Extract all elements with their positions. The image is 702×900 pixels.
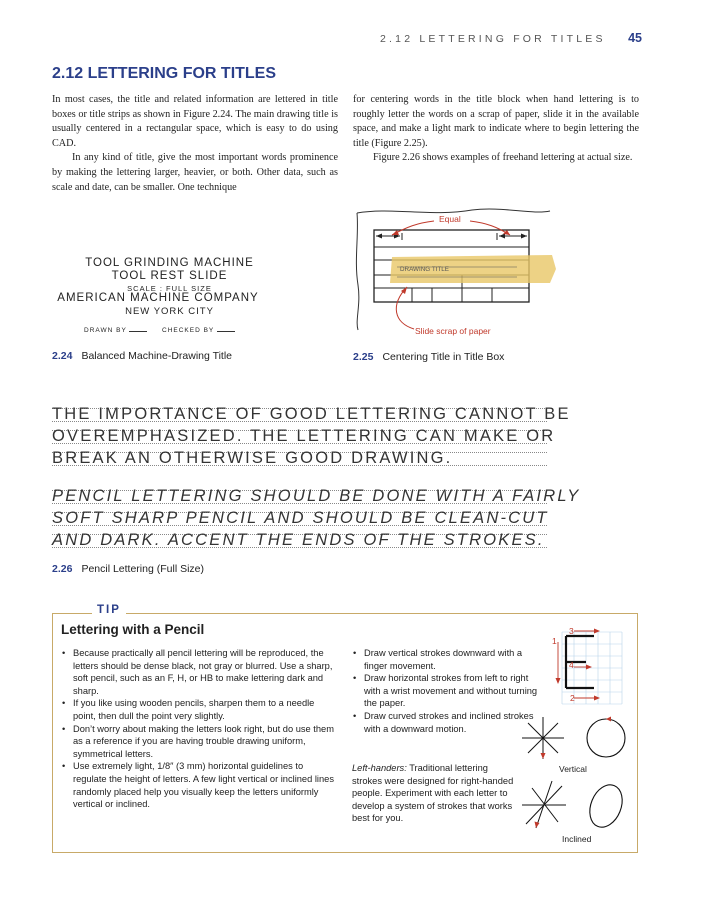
list-item: • Draw horizontal strokes from left to right with a wrist movement and without turning the paper. [352, 672, 542, 710]
caption-2-24 [52, 350, 232, 362]
figure-2-25 [352, 205, 557, 340]
title-line: TOOL REST SLIDE [111, 270, 228, 282]
lettering-line [52, 449, 452, 469]
running-head-title: 2.12 LETTERING FOR TITLES [380, 33, 606, 45]
torn-edge [356, 213, 358, 330]
caption-text: Pencil Lettering (Full Size) [81, 563, 204, 575]
vertical-strokes-diagram [518, 714, 638, 764]
list-item: • If you like using wooden pencils, sharpen them to a needle point, then dull the point very slightly. [61, 697, 339, 722]
lettering-line [52, 405, 571, 425]
lettering-text: BREAK AN OTHERWISE GOOD DRAWING. [52, 449, 453, 467]
title-line: AMERICAN MACHINE COMPANY [57, 292, 259, 304]
stroke-number: 4 [569, 660, 574, 670]
lettering-line [52, 531, 545, 551]
section-title: 2.12 LETTERING FOR TITLES [52, 65, 277, 82]
caption-text: Balanced Machine-Drawing Title [81, 350, 233, 362]
tip-list-left [61, 647, 339, 811]
list-item: • Because practically all pencil lettering will be reproduced, the letters should be dense black, not gray or blurred. Use a sharp, soft pencil, such as an F, H, or HB to make lettering dark and sharp. [61, 647, 339, 697]
caption-2-26 [52, 563, 204, 575]
caption-number: 2.26 [52, 563, 73, 575]
caption-number: 2.24 [52, 350, 73, 362]
equal-label: Equal [439, 214, 461, 224]
body-column-right [353, 93, 639, 166]
caption-text: Centering Title in Title Box [382, 351, 505, 363]
lettering-text: SOFT SHARP PENCIL AND SHOULD BE CLEAN-CUT [52, 509, 549, 527]
drawn-by-text: DRAWN BY [84, 327, 127, 334]
list-item: • Use extremely light, 1/8″ (3 mm) horizontal guidelines to regulate the height of letters. A few light vertical or inclined lines randomly placed help you visually keep the letters uniformly vertical or inclined. [61, 760, 339, 810]
torn-edge [357, 209, 550, 213]
signature-line [217, 331, 235, 332]
pencil-lettering-inclined [52, 484, 581, 554]
figure-2-24 [52, 255, 342, 340]
lettering-line [52, 427, 555, 447]
title-line: SCALE : FULL SIZE [127, 284, 212, 293]
paragraph: In any kind of title, give the most important words prominence by making the lettering larger, heavier, or both. Other data, such as scale and date, can be smaller. One technique [52, 152, 338, 193]
checked-by-text: CHECKED BY [162, 327, 215, 334]
lettering-line [52, 487, 580, 507]
page-number: 45 [628, 31, 642, 45]
left-handers-label: Left-handers: [352, 763, 407, 773]
slide-label: Slide scrap of paper [415, 326, 491, 336]
lettering-text: PENCIL LETTERING SHOULD BE DONE WITH A FAIRLY [52, 487, 581, 505]
left-handers-note [352, 762, 514, 825]
lettering-line [52, 509, 549, 529]
caption-2-25 [353, 351, 504, 363]
left-handers-text: Traditional lettering strokes were designed for right-handed people. Experiment with each letter to develop a system of strokes that works best for you. [352, 763, 514, 824]
paragraph: for centering words in the title block when hand lettering is to roughly letter the words on a scrap of paper, slide it in the available space, and make a light mark to indicate where to begin lettering the title (Figure 2.25). [353, 94, 639, 149]
stroke-order-diagram [548, 628, 632, 710]
drawing-title-label: DRAWING TITLE [400, 266, 449, 273]
vertical-label: Vertical [559, 764, 587, 774]
title-line: TOOL GRINDING MACHINE [85, 257, 254, 269]
inclined-label: Inclined [562, 834, 592, 844]
inclined-strokes-diagram [518, 778, 638, 834]
stroke-number: 1 [552, 636, 557, 646]
running-head [380, 33, 642, 45]
tip-list-right [352, 647, 542, 735]
stroke-number: 2 [570, 693, 575, 703]
lettering-text: THE IMPORTANCE OF GOOD LETTERING CANNOT BE [52, 405, 571, 423]
lettering-text: OVEREMPHASIZED. THE LETTERING CAN MAKE OR [52, 427, 556, 445]
list-item: • Don’t worry about making the letters look right, but do use them as a reference if you are having trouble drawing uniform, symmetrical letters. [61, 723, 339, 761]
checked-by-label [162, 327, 235, 334]
tip-heading: Lettering with a Pencil [61, 622, 205, 637]
stroke-number: 3 [569, 626, 574, 636]
signature-line [129, 331, 147, 332]
list-item: • Draw vertical strokes downward with a finger movement. [352, 647, 542, 672]
paragraph: In most cases, the title and related information are lettered in title boxes or title strips as shown in Figure 2.24. The main drawing title is usually centered in a rectangular space, which is easy to do using CAD. [52, 94, 338, 149]
title-line: NEW YORK CITY [125, 306, 214, 317]
body-column-left [52, 93, 338, 195]
lettering-text: AND DARK. ACCENT THE ENDS OF THE STROKES. [52, 531, 545, 549]
paragraph: Figure 2.26 shows examples of freehand lettering at actual size. [373, 152, 633, 164]
caption-number: 2.25 [353, 351, 374, 363]
pencil-lettering-vertical [52, 402, 571, 477]
tip-label: TIP [92, 604, 126, 616]
drawn-by-label [84, 327, 147, 334]
list-item: • Draw curved strokes and inclined strokes with a downward motion. [352, 710, 542, 735]
